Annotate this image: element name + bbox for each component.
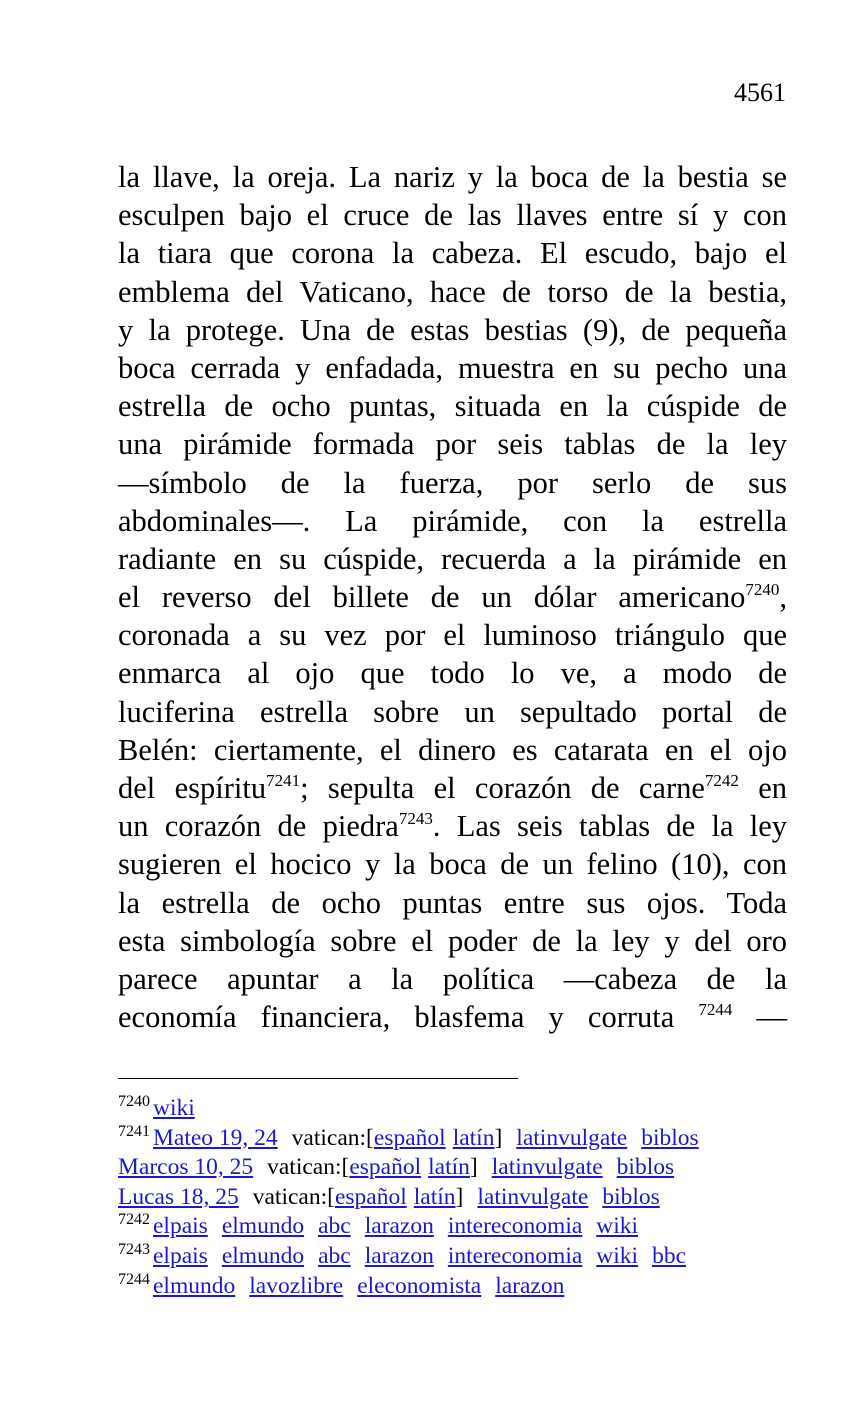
text-segment: un corazón de piedra [118, 809, 399, 844]
text-line: abdominales—. La pirámide, con la estrella [118, 503, 787, 538]
body-text [118, 158, 787, 1036]
link-elmundo[interactable]: elmundo [221, 1242, 305, 1269]
link-intereconomia[interactable]: intereconomia [447, 1213, 583, 1240]
link-eleconomista[interactable]: eleconomista [357, 1272, 482, 1299]
text-segment: — [732, 1000, 788, 1035]
link-biblos[interactable]: biblos [602, 1183, 660, 1210]
link-wiki[interactable]: wiki [596, 1213, 639, 1240]
text-line: una pirámide formada por seis tablas de la ley [118, 427, 787, 462]
link-larazon[interactable]: larazon [364, 1242, 434, 1269]
footnote-7241-row [118, 1183, 818, 1213]
link-espanol[interactable]: español [349, 1154, 422, 1181]
link-larazon[interactable]: larazon [495, 1272, 565, 1299]
text-line: emblema del Vaticano, hace de torso de la bestia, [118, 274, 787, 309]
footnote-number: 7241 [118, 1122, 150, 1140]
footnote-number: 7244 [118, 1270, 150, 1288]
link-espanol[interactable]: español [334, 1183, 407, 1210]
text-line: y la protege. Una de estas bestias (9), de pequeña [118, 312, 787, 347]
footnote-7244 [118, 1272, 818, 1302]
footnote-divider [118, 1078, 518, 1079]
link-latin[interactable]: latín [413, 1183, 456, 1210]
text-line: esculpen bajo el cruce de las llaves entre sí y con [118, 198, 787, 233]
footnote-ref-7242[interactable]: 7242 [704, 771, 739, 790]
link-mateo[interactable]: Mateo 19, 24 [153, 1124, 278, 1151]
text-line: luciferina estrella sobre un sepultado portal de [118, 694, 787, 729]
footnotes [118, 1094, 818, 1301]
link-abc[interactable]: abc [318, 1242, 351, 1269]
text-line: coronada a su vez por el luminoso triángulo que [118, 618, 787, 653]
footnote-number: 7242 [118, 1211, 150, 1229]
text-segment: , [779, 580, 787, 615]
link-elmundo[interactable]: elmundo [153, 1272, 236, 1299]
text-segment: . Las seis tablas de la ley [432, 809, 787, 844]
footnote-ref-7243[interactable]: 7243 [398, 809, 433, 829]
text-segment: en [738, 771, 787, 805]
page-number: 4561 [734, 78, 786, 107]
text-line: radiante en su cúspide, recuerda a la pirámide en [118, 541, 787, 576]
footnote-7241 [118, 1124, 818, 1154]
link-wiki[interactable]: wiki [153, 1095, 195, 1121]
text-line: sugieren el hocico y la boca de un felino (10), con [118, 847, 787, 882]
text-line: la llave, la oreja. La nariz y la boca de la bestia se [118, 160, 787, 194]
text-line: la tiara que corona la cabeza. El escudo, bajo el [118, 236, 787, 271]
footnote-ref-7244[interactable]: 7244 [698, 1000, 733, 1020]
footnote-number: 7243 [118, 1240, 150, 1258]
link-intereconomia[interactable]: intereconomia [447, 1242, 583, 1269]
link-latinvulgate[interactable]: latinvulgate [477, 1183, 589, 1210]
vatican-prefix: vatican:[ [252, 1183, 335, 1210]
text-line: la estrella de ocho puntas entre sus ojos. Toda [118, 885, 787, 920]
link-abc[interactable]: abc [318, 1213, 351, 1240]
text-line: estrella de ocho puntas, situada en la cúspide de [118, 389, 787, 424]
link-biblos[interactable]: biblos [616, 1154, 675, 1181]
footnote-7242 [118, 1212, 818, 1242]
text-line: —símbolo de la fuerza, por serlo de sus [118, 465, 787, 500]
link-latin[interactable]: latín [452, 1124, 495, 1151]
text-line: parece apuntar a la política —cabeza de la [118, 961, 787, 996]
text-segment: del espíritu [118, 771, 267, 805]
link-wiki[interactable]: wiki [596, 1242, 639, 1269]
text-line [118, 998, 787, 1036]
vatican-close: ] [494, 1124, 503, 1151]
footnote-ref-7241[interactable]: 7241 [266, 771, 301, 790]
vatican-close: ] [469, 1154, 478, 1181]
footnote-number: 7240 [118, 1093, 150, 1110]
text-line [118, 807, 787, 845]
link-latinvulgate[interactable]: latinvulgate [516, 1124, 628, 1151]
text-line [118, 578, 787, 616]
text-line: Belén: ciertamente, el dinero es catarata en el ojo [118, 732, 787, 767]
link-marcos[interactable]: Marcos 10, 25 [118, 1154, 254, 1181]
vatican-prefix: vatican:[ [267, 1154, 350, 1181]
link-elmundo[interactable]: elmundo [221, 1213, 305, 1240]
link-lavozlibre[interactable]: lavozlibre [249, 1272, 344, 1299]
link-elpais[interactable]: elpais [153, 1213, 208, 1240]
text-line [118, 769, 787, 807]
link-bbc[interactable]: bbc [652, 1242, 686, 1269]
text-line: esta simbología sobre el poder de la ley y del oro [118, 923, 787, 958]
link-latinvulgate[interactable]: latinvulgate [491, 1154, 603, 1181]
link-latin[interactable]: latín [428, 1154, 470, 1181]
link-larazon[interactable]: larazon [364, 1213, 434, 1240]
vatican-close: ] [455, 1183, 464, 1210]
footnote-7240 [118, 1094, 818, 1124]
text-line: enmarca al ojo que todo lo ve, a modo de [118, 656, 787, 691]
text-segment: ; sepulta el corazón de carne [300, 771, 705, 805]
link-biblos[interactable]: biblos [641, 1124, 699, 1151]
link-elpais[interactable]: elpais [153, 1242, 208, 1269]
text-line: boca cerrada y enfadada, muestra en su pecho una [118, 350, 787, 385]
vatican-prefix: vatican:[ [291, 1124, 374, 1151]
footnote-7243 [118, 1242, 818, 1272]
link-espanol[interactable]: español [373, 1124, 446, 1151]
text-segment: el reverso del billete de un dólar americano [118, 580, 746, 615]
link-lucas[interactable]: Lucas 18, 25 [118, 1183, 239, 1210]
text-segment: economía financiera, blasfema y corruta [118, 1000, 675, 1035]
footnote-ref-7240[interactable]: 7240 [745, 580, 780, 600]
footnote-7241-row [118, 1153, 818, 1183]
